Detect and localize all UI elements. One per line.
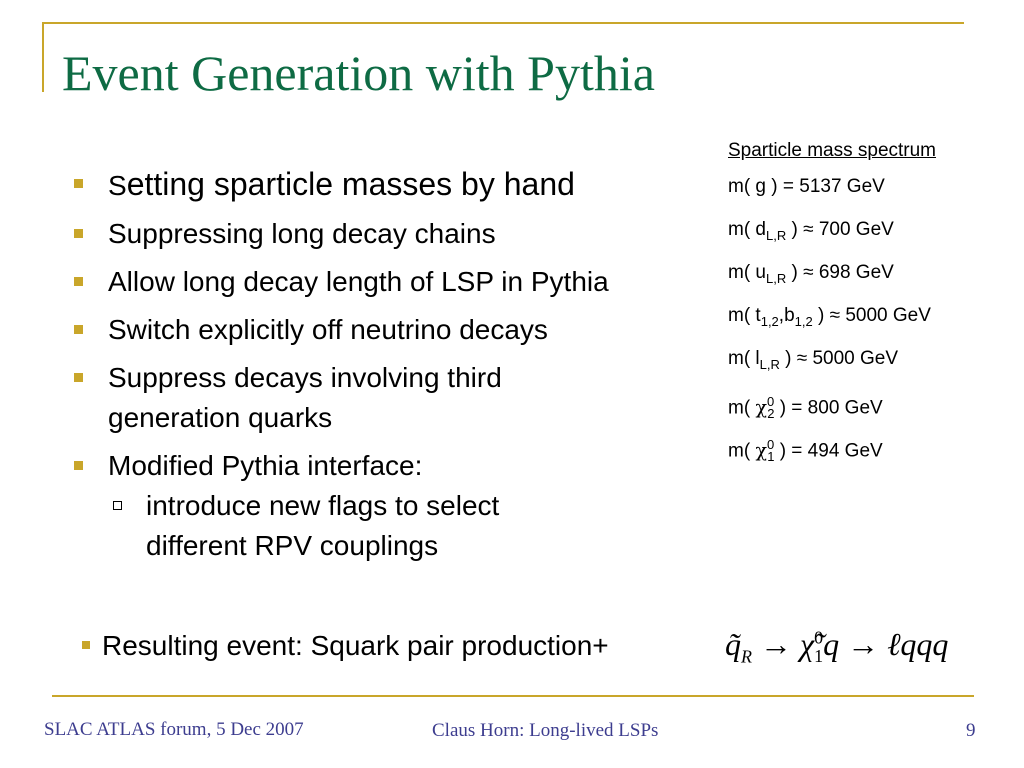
- bullet-text: Allow long decay length of LSP in Pythia: [108, 266, 609, 297]
- spectrum-row-value: ) = 800 GeV: [774, 397, 883, 419]
- spectrum-row-text: m( g ) = 5137 GeV: [728, 176, 885, 197]
- bullet-square-icon: [74, 229, 83, 238]
- spectrum-row-sub: 1,2: [760, 313, 779, 329]
- spectrum-row-value: ) = 494 GeV: [774, 440, 883, 462]
- bullet-list: [70, 164, 690, 574]
- spectrum-row-value: ) ≈ 5000 GeV: [779, 348, 899, 369]
- footer-author: Claus Horn: Long-lived LSPs: [432, 720, 659, 741]
- bullet-item: [70, 358, 628, 438]
- bullet-square-icon: [74, 373, 83, 382]
- bullet-item: [70, 310, 690, 350]
- bullet-text: etting sparticle masses by hand: [126, 166, 575, 202]
- spectrum-row-value: ) ≈ 698 GeV: [786, 262, 894, 283]
- formula-squark-sub: R: [741, 646, 752, 667]
- formula-arrow: →: [760, 626, 792, 662]
- spectrum-row-sup: 0: [766, 394, 775, 409]
- result-text: Resulting event: Squark pair production+: [102, 630, 609, 661]
- spectrum-row-greek: χ: [755, 396, 767, 419]
- formula-neutralino-sup: 0: [814, 627, 824, 648]
- formula-squark: q̃: [725, 626, 741, 662]
- bullet-text: Switch explicitly off neutrino decays: [108, 314, 548, 345]
- bullet-first-letter: S: [108, 170, 127, 201]
- bullet-item: [70, 214, 690, 254]
- result-line: [82, 630, 609, 662]
- spectrum-row: [728, 430, 936, 473]
- formula-tail: ℓqqq: [887, 626, 949, 662]
- spectrum-row: [728, 344, 936, 387]
- formula-neutralino-sub: 1: [814, 646, 824, 667]
- spectrum-row-sub: L,R: [759, 356, 780, 372]
- sub-bullet-list: [108, 486, 690, 566]
- bullet-square-icon: [74, 325, 83, 334]
- formula-quark: q: [823, 626, 840, 662]
- spectrum-row-sub: 1,2: [794, 313, 813, 329]
- page-number: 9: [966, 720, 976, 741]
- spectrum-row-sub: L,R: [766, 227, 787, 243]
- bullet-text: Modified Pythia interface:: [108, 450, 423, 481]
- bullet-item: [70, 164, 690, 206]
- footer-event: SLAC ATLAS forum, 5 Dec 2007: [44, 719, 304, 740]
- hollow-square-icon: [113, 501, 122, 510]
- slide-title: Event Generation with Pythia: [62, 45, 655, 101]
- spectrum-row: [728, 301, 936, 344]
- spectrum-row-sub: 2: [767, 406, 775, 422]
- spectrum-row-text: m( t: [728, 305, 761, 326]
- spectrum-row: [728, 258, 936, 301]
- spectrum-row-text: ,b: [778, 305, 795, 326]
- spectrum-row-text: m( l: [728, 348, 760, 369]
- bullet-text: Suppress decays involving third generation quarks: [108, 362, 502, 433]
- bullet-square-icon: [74, 461, 83, 470]
- bullet-item: [70, 446, 690, 566]
- formula-arrow: →: [847, 626, 880, 662]
- spectrum-row-text: m(: [728, 440, 756, 462]
- footer-divider: [52, 695, 974, 697]
- sub-bullet-text: introduce new flags to select different RPV couplings: [146, 490, 500, 561]
- spectrum-row-sub: 1: [767, 449, 775, 465]
- spectrum-heading: Sparticle mass spectrum: [728, 140, 937, 161]
- frame-top-line: [42, 22, 964, 24]
- spectrum-row-sup: 0: [766, 437, 775, 452]
- bullet-square-icon: [74, 179, 83, 188]
- spectrum-row-text: m( d: [728, 219, 766, 240]
- formula-neutralino: χ̃: [800, 626, 815, 662]
- spectrum-row-greek: χ: [755, 439, 767, 462]
- bullet-square-icon: [74, 277, 83, 286]
- sub-bullet-item: [108, 486, 586, 566]
- spectrum-row: [728, 387, 936, 430]
- bullet-square-icon: [82, 641, 90, 649]
- decay-formula: [725, 626, 948, 667]
- spectrum-row-sub: L,R: [766, 270, 787, 286]
- spectrum-row: [728, 215, 936, 258]
- bullet-text: Suppressing long decay chains: [108, 218, 496, 249]
- spectrum-row-text: m(: [728, 397, 756, 419]
- bullet-item: [70, 262, 690, 302]
- spectrum-row-value: ) ≈ 700 GeV: [786, 219, 894, 240]
- frame-left-line: [42, 22, 44, 92]
- spectrum-row-text: m( u: [728, 262, 766, 283]
- spectrum-row: [728, 172, 936, 215]
- mass-spectrum-box: [728, 140, 936, 473]
- spectrum-row-value: ) ≈ 5000 GeV: [812, 305, 931, 326]
